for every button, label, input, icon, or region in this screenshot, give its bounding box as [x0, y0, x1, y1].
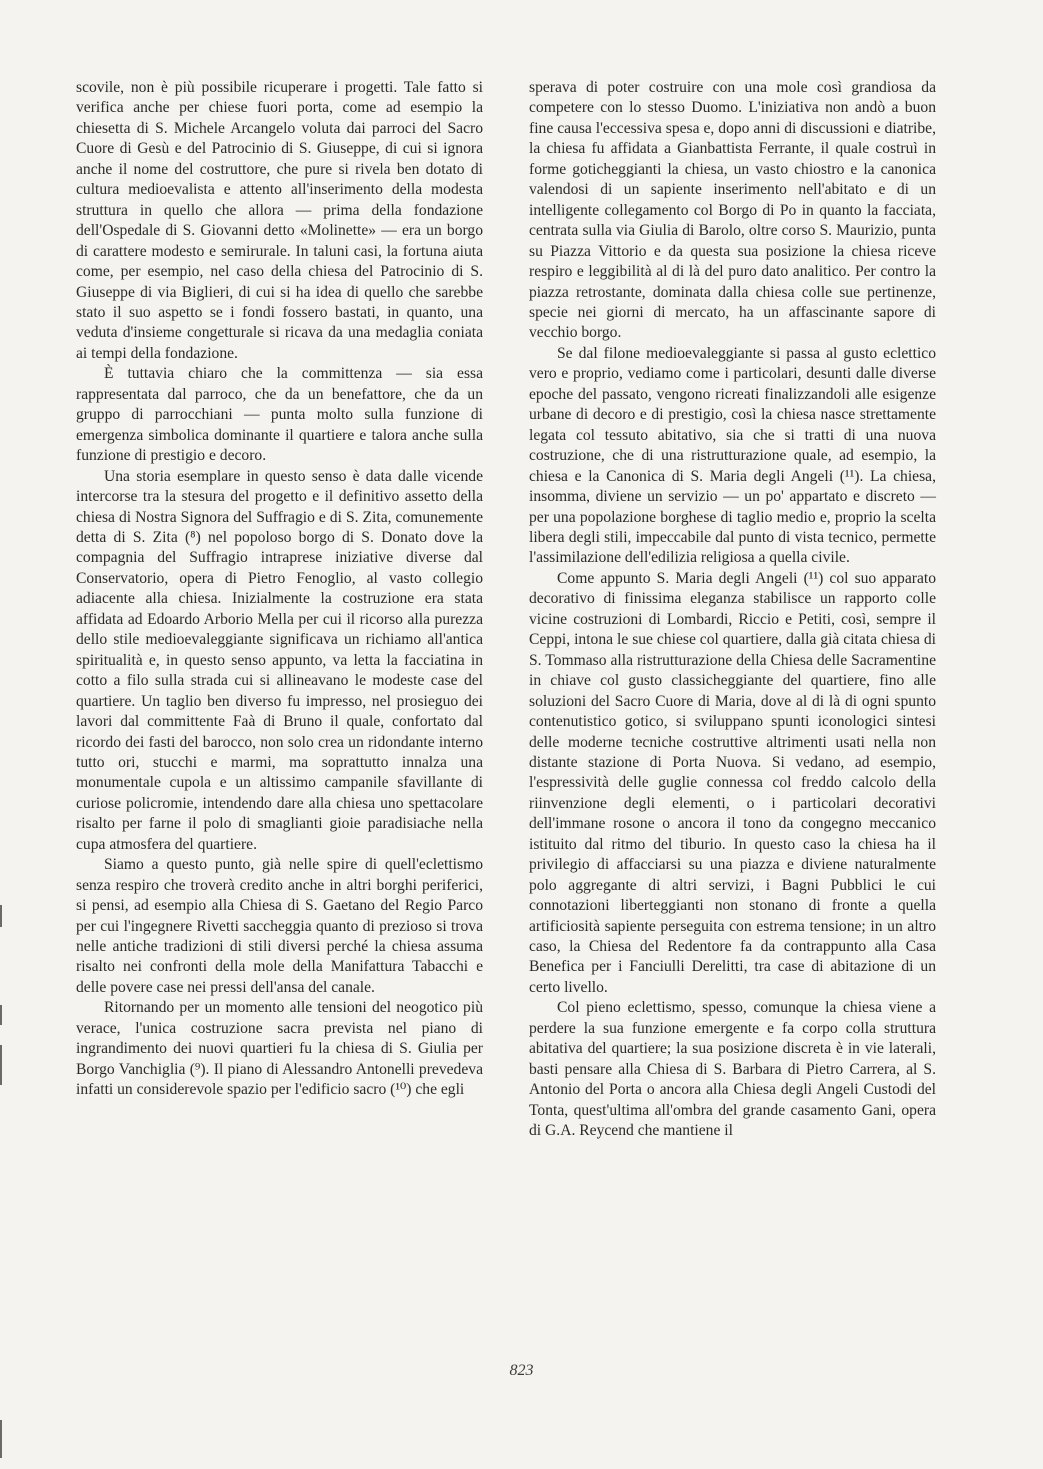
paragraph: Col pieno eclettismo, spesso, comunque la chiesa viene a perdere la sua funzione emergente e fa corpo colla struttura abitativa del quartiere; la sua posizione discreta è in vie laterali, basti pensare alla Chiesa di S. Barbara di Pietro Carrera, al S. Antonio del Porta o ancora alla Chiesa degli Angeli Custodi del Tonta, quest'ultima all'ombra del grande casamento Gani, opera di G.A. Reycend che mantiene il [529, 999, 936, 1140]
scan-edge-mark [0, 905, 2, 927]
paragraph: Se dal filone medioevaleggiante si passa al gusto eclettico vero e proprio, vediamo come i particolari, desunti dalle diverse epoche del passato, vengono ricreati finalizzandoli alle esigenze urbane di decoro e di prestigio, così la chiesa nasce strettamente legata col tessuto abitativo, sia che si tratti di una nuova costruzione, che di una ristrutturazione quale, ad esempio, la chiesa e la Canonica di S. Maria degli Angeli (¹¹). La chiesa, insomma, diviene un servizio — un po' appartato e discreto — per una popolazione borghese di taglio medio e, proprio la scelta libera degli stili, impeccabile dal punto di vista tecnico, permette l'assimilazione dell'edilizia religiosa a quella civile. [529, 344, 936, 567]
paragraph: Una storia esemplare in questo senso è data dalle vicende intercorse tra la stesura del progetto e il definitivo assetto della chiesa di Nostra Signora del Suffragio e di S. Zita, comunemente detta di S. Zita (⁸) nel popoloso borgo di S. Donato dove la compagnia del Suffragio intraprese iniziative diverse dal Conservatorio, opera di Pietro Fenoglio, al vasto collegio adiacente alla chiesa. Inizialmente la costruzione era stata affidata ad Edoardo Arborio Mella per cui il ricorso alla purezza dello stile medioevaleggiante significava un richiamo all'antica spiritualità e, in questo senso appunto, va letta la facciatina in cotto a filo sulla strada cui si allineavano le modeste case del quartiere. Un taglio ben diverso fu impresso, nel prosieguo dei lavori dal committente Faà di Bruno il quale, confortato dal ricordo dei fasti del barocco, non solo crea un ridondante interno tutto ori, stucchi e marmi, ma soprattutto innalza una monumentale cupola e un altissimo campanile sfavillante di curiose policromie, intendendo dare alla chiesa uno spettacolare risalto per farne il polo di smaglianti gioie paradisiache nella cupa atmosfera del quartiere. [76, 467, 483, 853]
paragraph: scovile, non è più possibile ricuperare i progetti. Tale fatto si verifica anche per chiese fuori porta, come ad esempio la chiesetta di S. Michele Arcangelo voluta dai parroci del Sacro Cuore di Gesù e del Patrocinio di S. Giuseppe, di cui si ignora anche il nome del costruttore, che pure si rivela ben dotato di cultura medioevalista e attento all'inserimento della modesta struttura in quello che allora — prima della fondazione dell'Ospedale di S. Giovanni detto «Molinette» — era un borgo di carattere modesto e semirurale. In taluni casi, la fortuna aiuta come, per esempio, nel caso della chiesa del Patrocinio di S. Giuseppe di via Biglieri, di cui si ha idea di quello che sarebbe stato il suo aspetto se i fondi fossero bastati, in quanto, una veduta d'insieme congetturale si ricava da una medaglia coniata ai tempi della fondazione. [76, 79, 483, 362]
scan-edge-mark [0, 1005, 2, 1025]
paragraph: È tuttavia chiaro che la committenza — sia essa rappresentata dal parroco, che da un benefattore, che da un gruppo di parrocchiani — punta molto sulla funzione di emergenza simbolica dominante il quartiere e talora anche sulla funzione di prestigio e decoro. [76, 365, 483, 465]
right-text-column [529, 78, 936, 1142]
paragraph: Come appunto S. Maria degli Angeli (¹¹) col suo apparato decorativo di finissima eleganza stabilisce un rapporto colle vicine costruzioni di Lombardi, Riccio e Petiti, così, sempre il Ceppi, intona le sue chiese col quartiere, dalla già citata chiesa di S. Tommaso alla ristrutturazione della Chiesa delle Sacramentine in chiave col gusto classicheggiante del quartiere, fino alle soluzioni del Sacro Cuore di Maria, dove al di là di ogni spunto contenutistico gotico, si sviluppano spunti iconologici sintesi delle moderne tecniche costruttive altrimenti usati nella non distante stazione di Porta Nuova. Si vedano, ad esempio, l'espressività delle guglie connessa col freddo calcolo della riinvenzione degli elementi, o i particolari decorativi dell'immane rosone o ancora il tono da congegno meccanico istituito dal ritmo del tiburio. In questo caso la chiesa ha il privilegio di affacciarsi su una piazza e diviene naturalmente polo aggregante di altri servizi, i Bagni Pubblici le cui connotazioni liberteggianti non stonano di fronte a quella artificiosità sapiente perseguita con estrema tensione; in un altro caso, la Chiesa del Redentore fa da contrappunto alla Casa Benefica per i Fanciulli Derelitti, tra case di abitazione di un certo livello. [529, 569, 936, 996]
paragraph: sperava di poter costruire con una mole così grandiosa da competere con lo stesso Duomo. L'iniziativa non andò a buon fine causa l'eccessiva spesa e, dopo anni di discussioni e diatribe, la chiesa fu affidata a Gianbattista Ferrante, il quale costruì in forme goticheggianti la chiesa, un vasto chiostro e la canonica valendosi di un sapiente inserimento nell'abitato e di un intelligente collegamento col Borgo di Po in quanto la facciata, centrata sulla via Giulia di Barolo, oltre corso S. Maurizio, punta su Piazza Vittorio e da questa sua posizione la chiesa riceve respiro e leggibilità al di là del puro dato analitico. Per contro la piazza retrostante, dominata dalla chiesa colle sue pertinenze, specie nei giorni di mercato, ha un affascinante sapore di vecchio borgo. [529, 79, 936, 342]
scan-edge-mark [0, 1420, 2, 1458]
paragraph: Siamo a questo punto, già nelle spire di quell'eclettismo senza respiro che troverà credito anche in altri borghi periferici, si pensi, ad esempio alla Chiesa di S. Gaetano del Regio Parco per cui l'ingegnere Rivetti saccheggia quanto di prezioso si trova nelle antiche tradizioni di stili diversi perché la chiesa assuma risalto nei confronti della mole della Manifattura Tabacchi e delle povere case nei pressi dell'ansa del canale. [76, 856, 483, 996]
scan-edge-mark [0, 1045, 2, 1085]
page-number: 823 [509, 1362, 534, 1379]
paragraph: Ritornando per un momento alle tensioni del neogotico più verace, l'unica costruzione sacra prevista nel piano di ingrandimento dei nuovi quartieri fu la chiesa di S. Giulia per Borgo Vanchiglia (⁹). Il piano di Alessandro Antonelli prevedeva infatti un considerevole spazio per l'edificio sacro (¹⁰) che egli [76, 999, 483, 1099]
left-text-column [76, 78, 483, 1101]
